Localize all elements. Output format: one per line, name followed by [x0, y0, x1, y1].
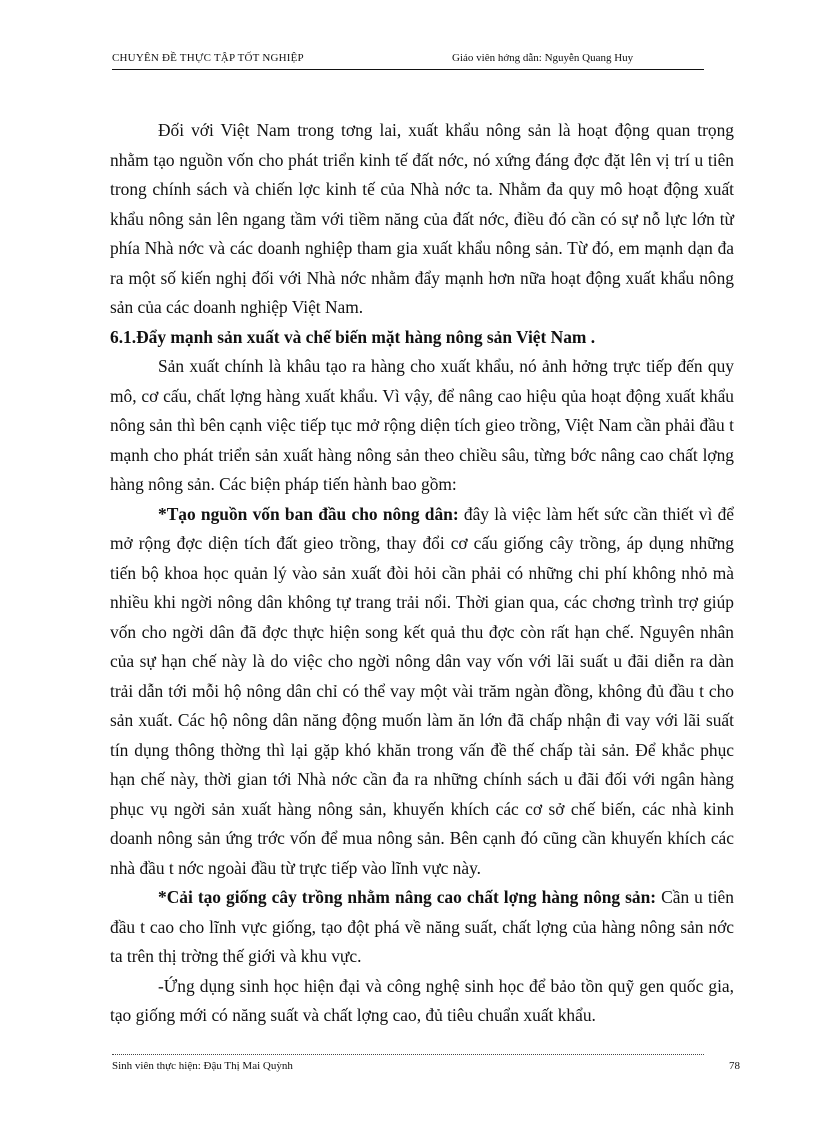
paragraph-seeds	[110, 883, 734, 972]
header-supervisor: Giáo viên hớng dẫn: Nguyễn Quang Huy	[452, 52, 634, 64]
page-number: 78	[729, 1060, 740, 1072]
capital-text: đây là việc làm hết sức cần thiết vì để mở rộng đợc diện tích đất gieo trồng, thay đổi cơ cấu giống cây trồng, áp dụng những tiến bộ khoa học quản lý vào sản xuất đòi hỏi cần phải có những chi phí không nhỏ mà nhiều khi ngời nông dân không tự trang trải nổi. Thời gian qua, các chơng trình trợ giúp vốn cho ngời dân đã đợc thực hiện song kết quả thu đợc còn rất hạn chế. Nguyên nhân của sự hạn chế này là do việc cho ngời nông dân vay vốn với lãi suất u đãi diễn ra dàn trải dẫn tới mỗi hộ nông dân chỉ có thể vay một vài trăm ngàn đồng, không đủ đầu t cho sản xuất. Các hộ nông dân năng động muốn làm ăn lớn đã chấp nhận đi vay với lãi suất tín dụng thông thờng thì lại gặp khó khăn trong vấn đề thế chấp tài sản. Để khắc phục hạn chế này, thời gian tới Nhà nớc cần đa ra những chính sách u đãi đối với ngân hàng phục vụ ngời sản xuất hàng nông sản, khuyến khích các cơ sở chế biến, các nhà kinh doanh nông sản ứng trớc vốn để mua nông sản. Bên cạnh đó cũng cần khuyến khích các nhà đầu t nớc ngoài đầu từ trực tiếp vào lĩnh vực này.	[110, 503, 734, 878]
page-footer	[112, 1060, 740, 1076]
paragraph-biotech: -Ứng dụng sinh học hiện đại và công nghệ sinh học để bảo tồn quỹ gen quốc gia, tạo giống mới có năng suất và chất lợng cao, đủ tiêu chuẩn xuất khẩu.	[110, 975, 734, 1025]
header-rule	[112, 69, 704, 70]
document-body	[110, 116, 734, 1031]
capital-lead: *Tạo nguồn vốn ban đầu cho nông dân:	[158, 503, 459, 524]
seeds-lead: *Cải tạo giống cây trồng nhằm nâng cao chất lợng hàng nông sản:	[158, 887, 657, 907]
footer-rule	[112, 1054, 704, 1055]
section-heading: 6.1.Đẩy mạnh sản xuất và chế biến mặt hàng nông sản Việt Nam .	[110, 326, 596, 347]
paragraph-intro: Đối với Việt Nam trong tơng lai, xuất khẩu nông sản là hoạt động quan trọng nhằm tạo nguồn vốn cho phát triển kinh tế đất nớc, nó xứng đáng đợc đặt lên vị trí u tiên trong chính sách và chiến lợc kinh tế của Nhà nớc ta. Nhằm đa quy mô hoạt động xuất khẩu nông sản lên ngang tầm với tiềm năng của đất nớc, điều đó cần có sự nỗ lực lớn từ phía Nhà nớc và các doanh nghiệp tham gia xuất khẩu nông sản. Từ đó, em mạnh dạn đa ra một số kiến nghị đối với Nhà nớc nhằm đẩy mạnh hơn nữa hoạt động xuất khẩu nông sản của các doanh nghiệp Việt Nam.	[110, 120, 734, 317]
paragraph-capital	[110, 500, 734, 884]
seeds-text: Cần u tiên đầu t cao cho lĩnh vực giống, tạo đột phá về năng suất, chất lợng của hàng nông sản nớc ta trên thị trờng thế giới và khu vực.	[110, 887, 734, 966]
header-title: CHUYÊN ĐỀ THỰC TẬP TỐT NGHIỆP	[112, 52, 304, 64]
paragraph-production: Sản xuất chính là khâu tạo ra hàng cho xuất khẩu, nó ảnh hởng trực tiếp đến quy mô, cơ cấu, chất lợng hàng xuất khẩu. Vì vậy, để nâng cao hiệu qủa hoạt động xuất khẩu nông sản thì bên cạnh việc tiếp tục mở rộng diện tích gieo trồng, Việt Nam cần phải đầu t mạnh cho phát triển sản xuất hàng nông sản theo chiều sâu, từng bớc nâng cao chất lợng hàng nông sản. Các biện pháp tiến hành bao gồm:	[110, 356, 734, 494]
footer-student: Sinh viên thực hiện: Đậu Thị Mai Quỳnh	[112, 1060, 293, 1072]
page-header	[112, 52, 684, 68]
